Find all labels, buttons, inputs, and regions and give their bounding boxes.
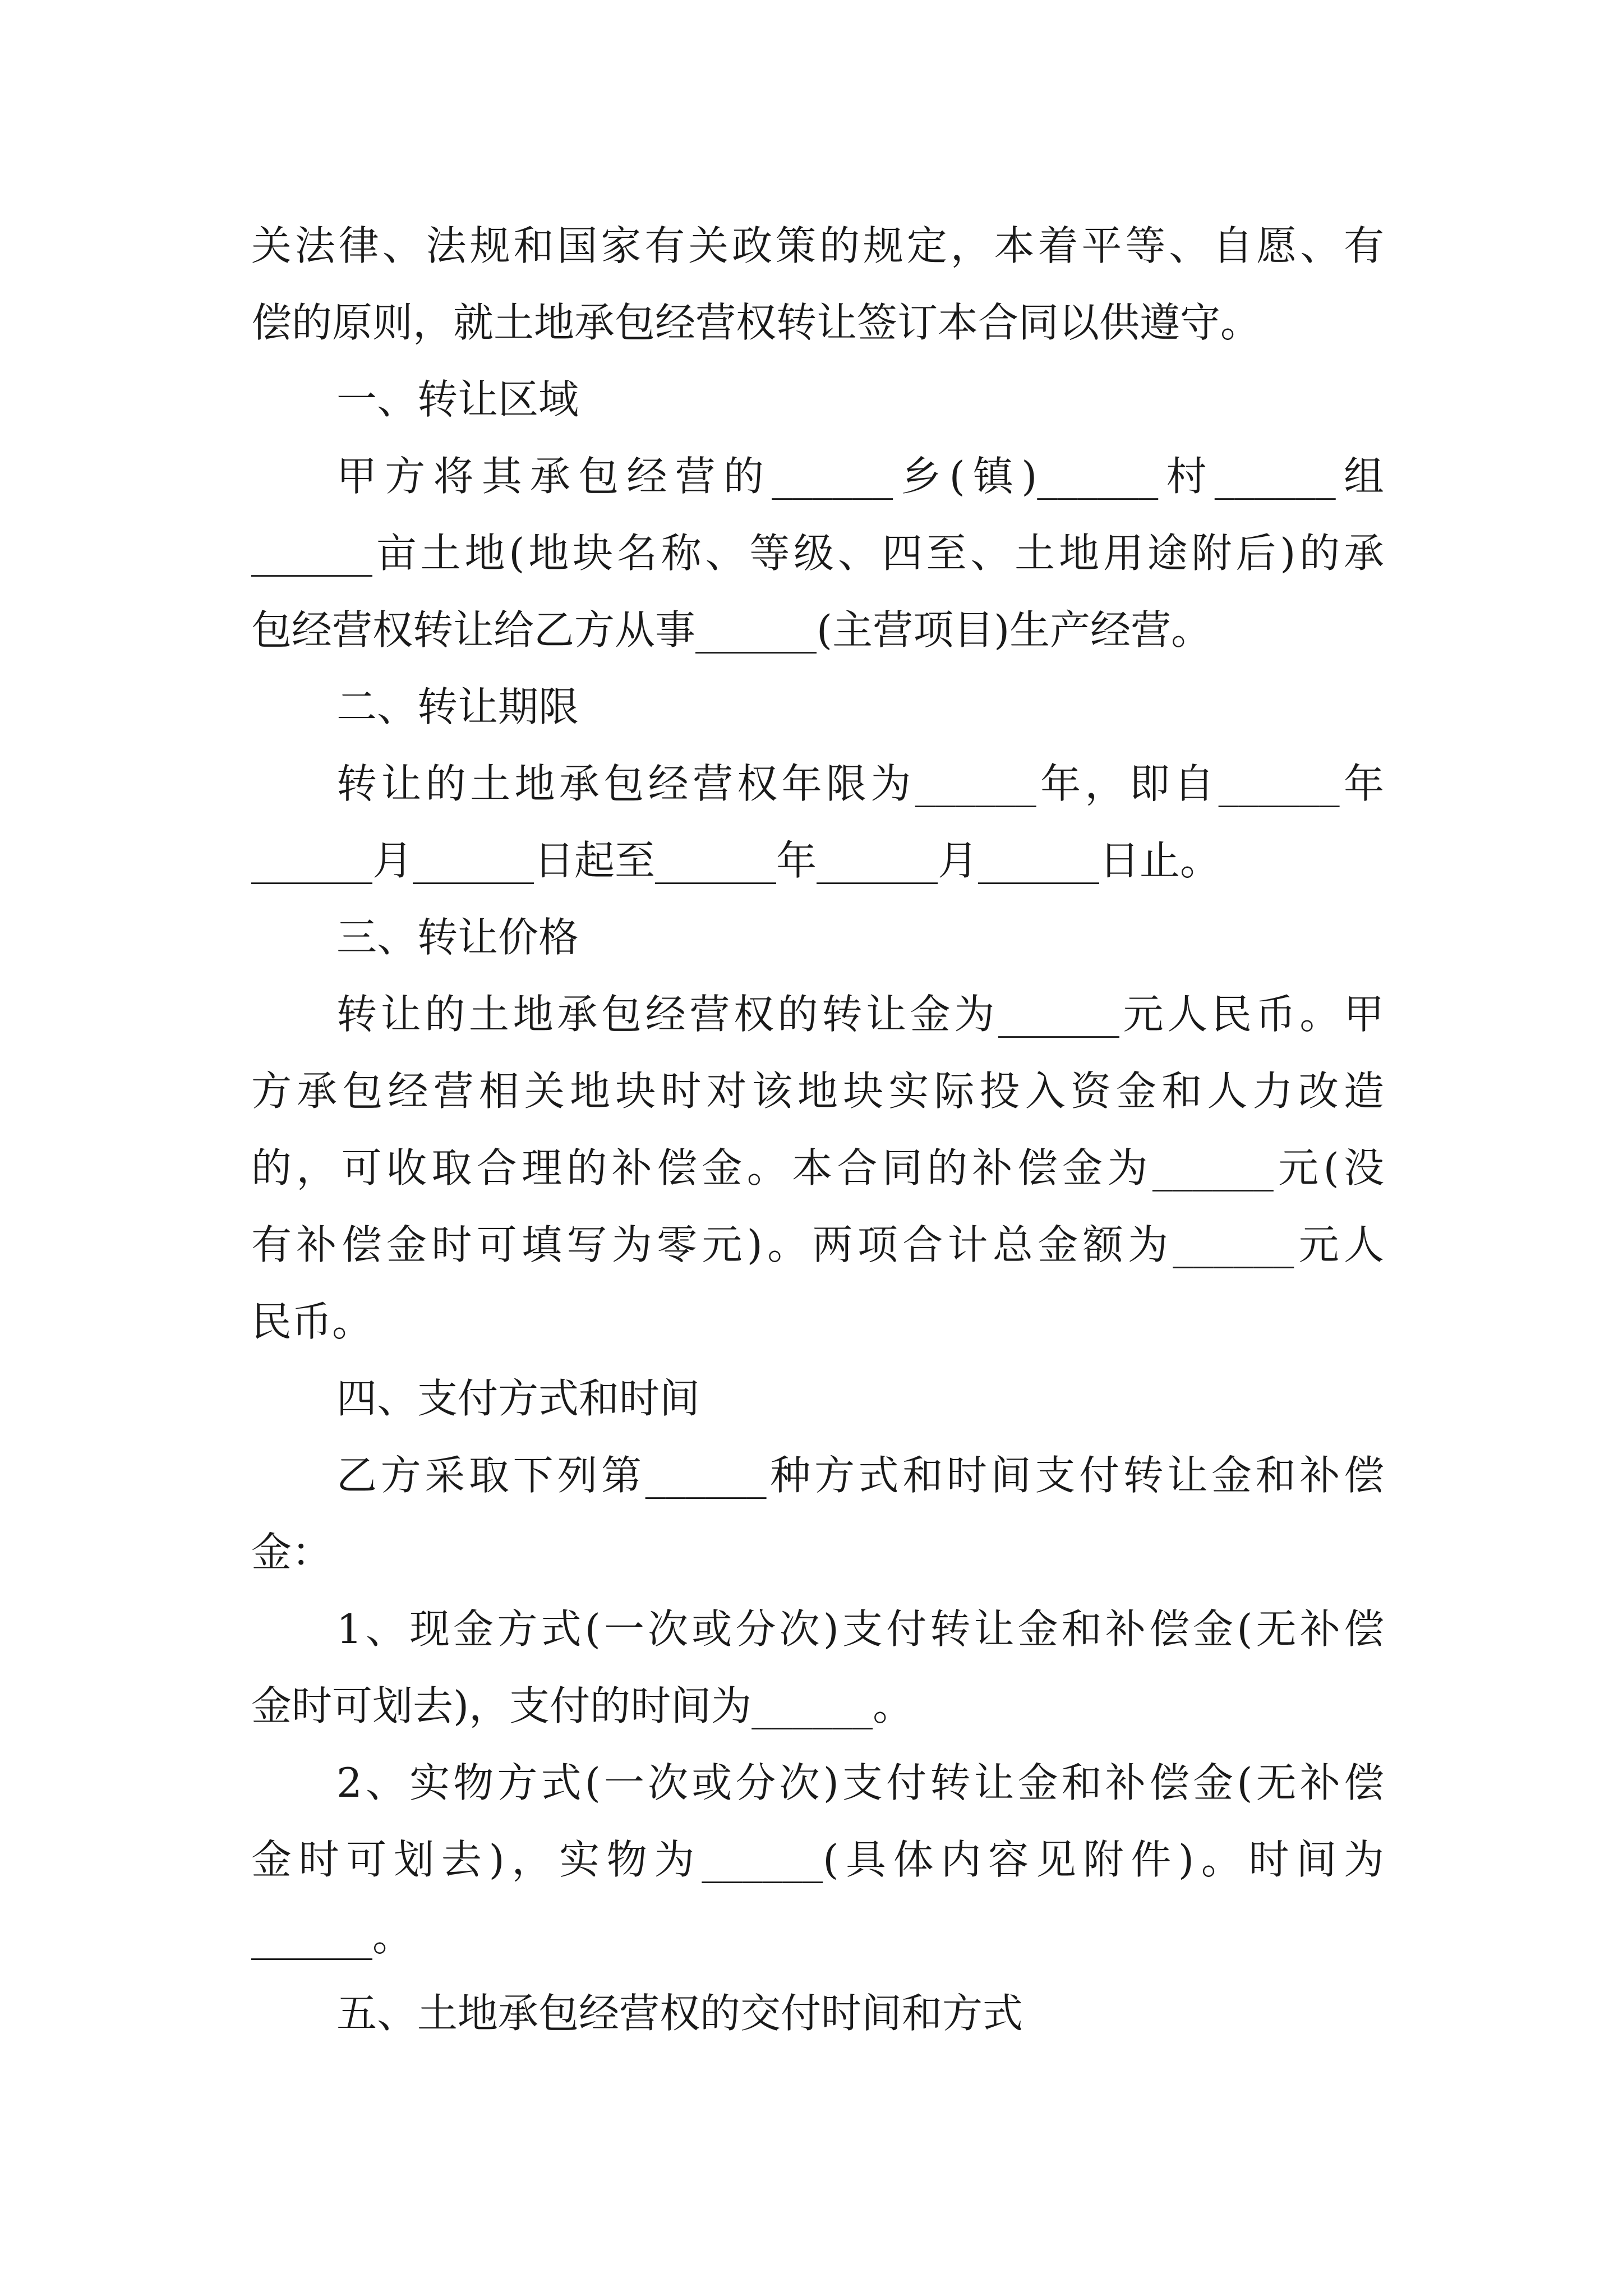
text-line: 关法律、法规和国家有关政策的规定，本着平等、自愿、有	[251, 222, 1384, 269]
text-line: 的，可收取合理的补偿金。本合同的补偿金为______元(没	[251, 1144, 1384, 1191]
text-line: 有补偿金时可填写为零元)。两项合计总金额为______元人	[251, 1221, 1384, 1268]
text-line: 金时可划去)，实物为______(具体内容见附件)。时间为	[251, 1836, 1384, 1883]
section-heading: 三、转让价格	[336, 914, 579, 961]
text-line: 包经营权转让给乙方从事______(主营项目)生产经营。	[251, 606, 1212, 654]
text-line: 民币。	[251, 1298, 373, 1345]
text-line: 1、现金方式(一次或分次)支付转让金和补偿金(无补偿	[336, 1605, 1384, 1653]
text-line: ______月______日起至______年______月______日止。	[251, 837, 1221, 884]
text-line: ______亩土地(地块名称、等级、四至、土地用途附后)的承	[251, 530, 1384, 577]
text-line: 偿的原则，就土地承包经营权转让签订本合同以供遵守。	[251, 299, 1261, 346]
text-line: 金时可划去)，支付的时间为______。	[251, 1682, 914, 1729]
text-line: 转让的土地承包经营权的转让金为______元人民币。甲	[336, 991, 1384, 1038]
text-line: 甲方将其承包经营的______乡(镇)______村______组	[336, 453, 1384, 500]
section-heading: 一、转让区域	[336, 376, 579, 423]
text-line: 转让的土地承包经营权年限为______年，即自______年	[336, 760, 1384, 807]
text-line: 方承包经营相关地块时对该地块实际投入资金和人力改造	[251, 1068, 1384, 1115]
text-line: ______。	[251, 1913, 413, 1960]
text-line: 乙方采取下列第______种方式和时间支付转让金和补偿	[336, 1452, 1384, 1499]
text-line: 金：	[251, 1529, 333, 1576]
text-line: 2、实物方式(一次或分次)支付转让金和补偿金(无补偿	[336, 1759, 1384, 1806]
section-heading: 二、转让期限	[336, 683, 579, 730]
section-heading: 五、土地承包经营权的交付时间和方式	[336, 1990, 1023, 2037]
section-heading: 四、支付方式和时间	[336, 1375, 700, 1422]
